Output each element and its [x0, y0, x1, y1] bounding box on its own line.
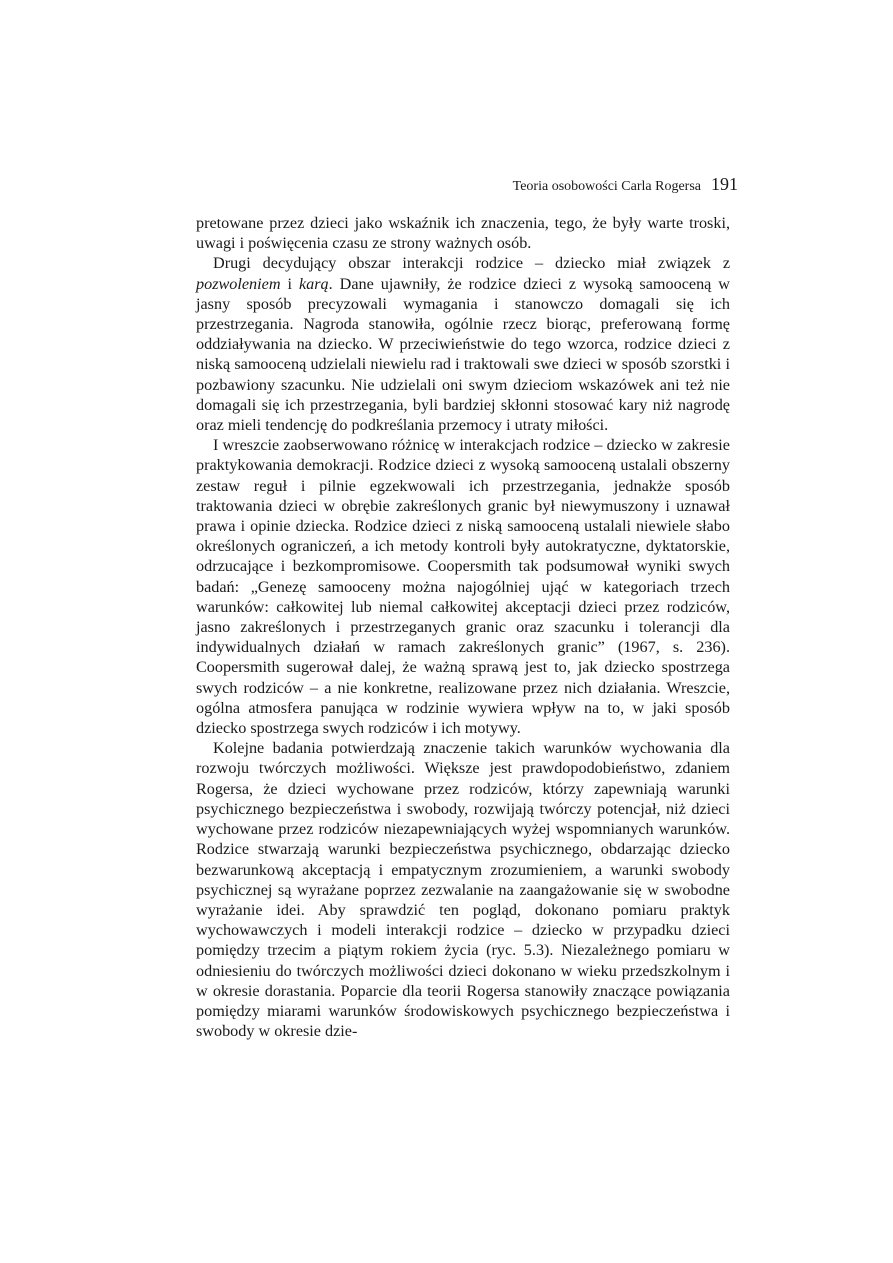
italic-term-punishment: karą [298, 274, 329, 293]
running-title: Teoria osobowości Carla Rogersa [512, 179, 701, 194]
page-number: 191 [711, 174, 738, 194]
paragraph-text-rest: . Dane ujawniły, że rodzice dzieci z wysoką samooceną w jasny sposób precyzowali wymagania i stanowczo domagali się ich przestrzegania. Nagroda stanowiła, ogólnie rzecz biorąc, preferowaną formę oddziaływania na dziecko. W przeciwieństwie do tego wzorca, rodzice dzieci z niską samooceną udzielali niewielu rad i traktowali swe dzieci w sposób szorstki i pozbawiony szacunku. Nie udzielali oni swym dzieciom wskazówek ani też nie domagali się ich przestrzegania, byli bardziej skłonni stosować kary niż nagrodę oraz mieli tendencję do podkreślania przemocy i utraty miłości. [196, 274, 730, 435]
italic-term-permission: pozwoleniem [196, 274, 281, 293]
paragraph-text-start: Drugi decydujący obszar interakcji rodzice – dziecko miał związek z [213, 254, 730, 273]
paragraph-permission-punishment [196, 253, 730, 435]
paragraph-text-connector: i [280, 274, 299, 293]
paragraph-creativity: Kolejne badania potwierdzają znaczenie takich warunków wychowania dla rozwoju twórczych możliwości. Większe jest prawdopodobieństwo, zdaniem Rogersa, że dzieci wychowane przez rodziców, którzy zapewniają warunki psychicznego bezpieczeństwa i swobody, rozwijają twórczy potencjał, niż dzieci wychowane przez rodziców niezapewniających wyżej wspomnianych warunków. Rodzice stwarzają warunki bezpieczeństwa psychicznego, obdarzając dziecko bezwarunkową akceptacją i empatycznym zrozumieniem, a warunki swobody psychicznej są wyrażane poprzez zezwalanie na zaangażowanie się w swobodne wyrażanie idei. Aby sprawdzić ten pogląd, dokonano pomiaru praktyk wychowawczych i modeli interakcji rodzice – dziecko w przypadku dzieci pomiędzy trzecim a piątym rokiem życia (ryc. 5.3). Niezależnego pomiaru w odniesieniu do twórczych możliwości dzieci dokonano w wieku przedszkolnym i w okresie dorastania. Poparcie dla teorii Rogersa stanowiły znaczące powiązania pomiędzy miarami warunków środowiskowych psychicznego bezpieczeństwa i swobody w okresie dzie- [196, 739, 730, 1041]
body-text [196, 213, 730, 1041]
paragraph-continued: pretowane przez dzieci jako wskaźnik ich znaczenia, tego, że były warte troski, uwagi i poświęcenia czasu ze strony ważnych osób. [196, 214, 730, 253]
paragraph-democracy: I wreszcie zaobserwowano różnicę w interakcjach rodzice – dziecko w zakresie praktykowania demokracji. Rodzice dzieci z wysoką samooceną ustalali obszerny zestaw reguł i pilnie egzekwowali ich przestrzegania, jednakże sposób traktowania dzieci w obrębie zakreślonych granic był niewymuszony i uznawał prawa i opinie dziecka. Rodzice dzieci z niską samooceną ustalali niewiele słabo określonych ograniczeń, a ich metody kontroli były autokratyczne, dyktatorskie, odrzucające i bezkompromisowe. Coopersmith tak podsumował wyniki swych badań: „Genezę samooceny można najogólniej ująć w kategoriach trzech warunków: całkowitej lub niemal całkowitej akceptacji dzieci przez rodziców, jasno zakreślonych i przestrzeganych granic oraz szacunku i tolerancji dla indywidualnych działań w ramach zakreślonych granic” (1967, s. 236). Coopersmith sugerował dalej, że ważną sprawą jest to, jak dziecko spostrzega swych rodziców – a nie konkretne, realizowane przez nich działania. Wreszcie, ogólna atmosfera panująca w rodzinie wywiera wpływ na to, w jaki sposób dziecko spostrzega swych rodziców i ich motywy. [196, 436, 730, 738]
running-head [196, 174, 738, 195]
